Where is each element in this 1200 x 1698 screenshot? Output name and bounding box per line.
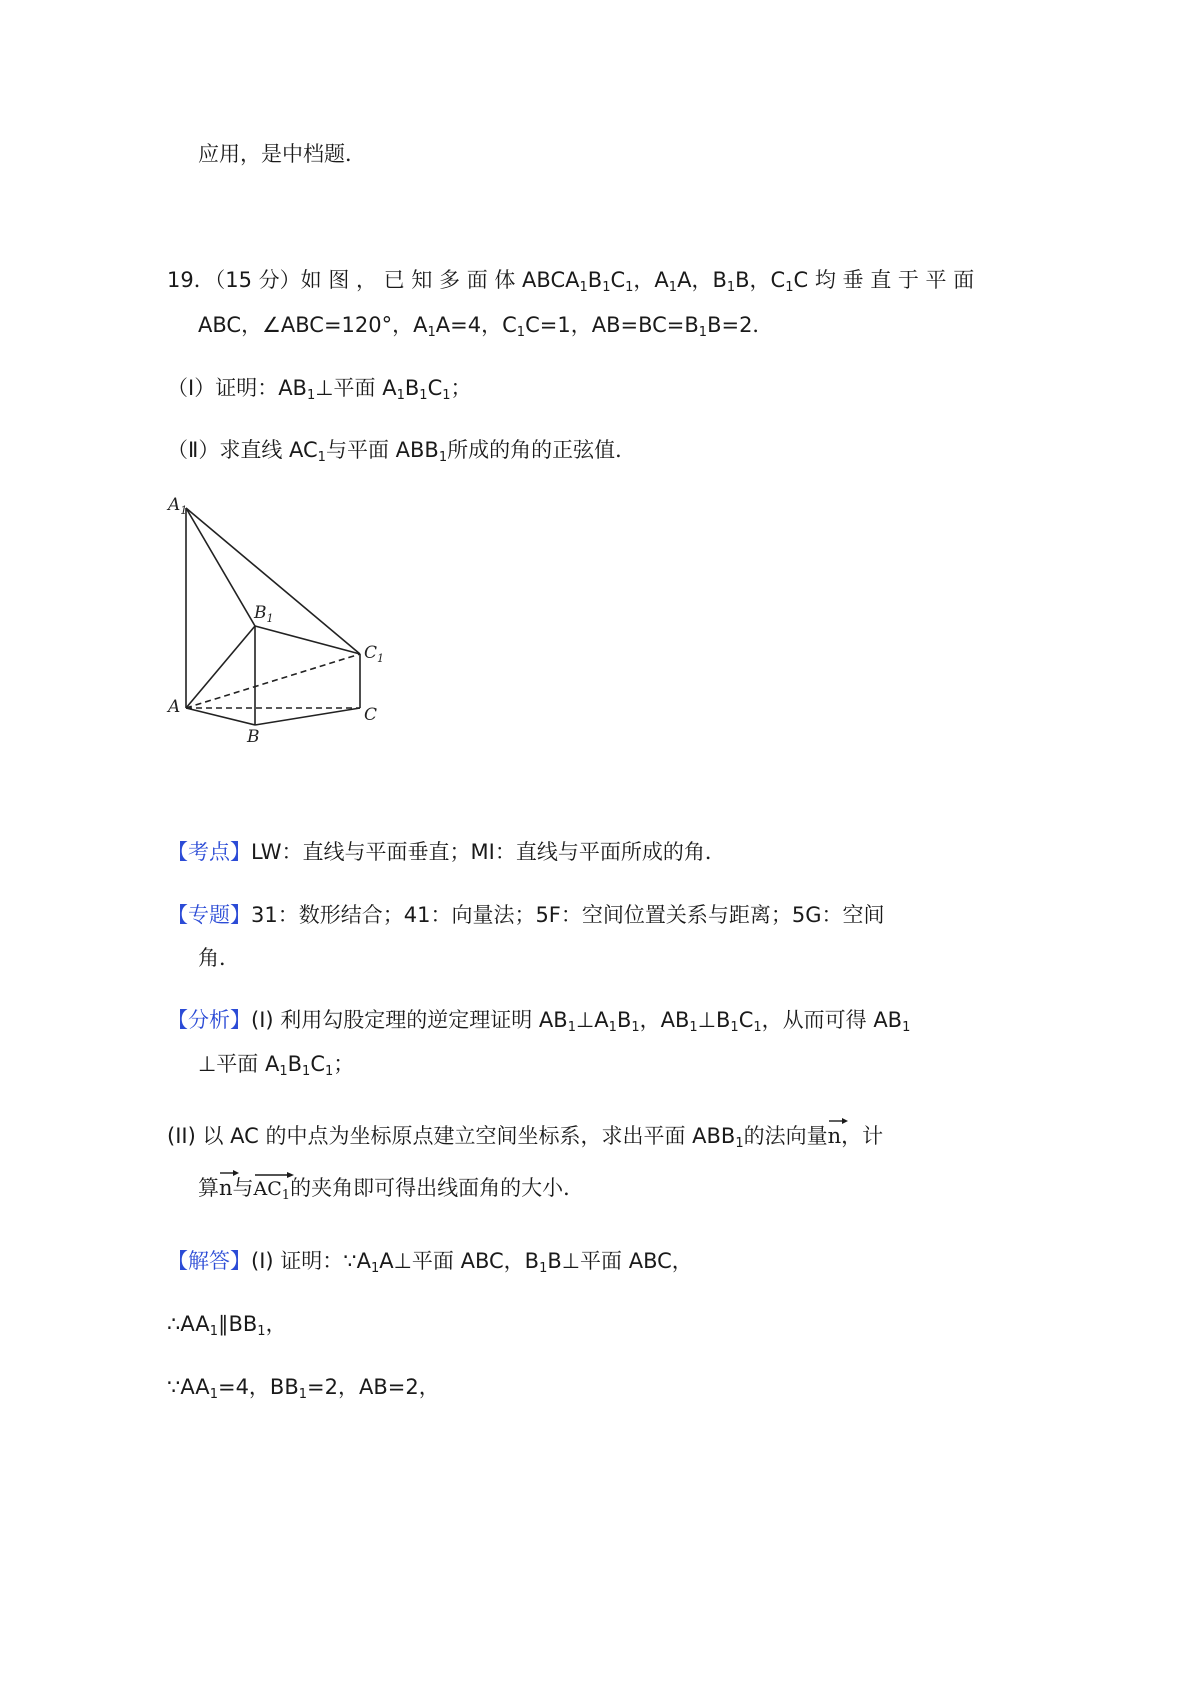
intro-line: 应用，是中档题． — [198, 142, 366, 166]
edge-a1-b1 — [186, 508, 255, 626]
edge-b-c — [255, 708, 360, 725]
zhuanti-line2: 角． — [198, 946, 240, 970]
label-a: A — [168, 697, 181, 717]
label-c1: $C_1$ — [364, 643, 385, 665]
label-c: C — [364, 705, 378, 725]
label-b: B — [247, 727, 260, 747]
question-score: （15 分） — [214, 268, 301, 292]
question-number: 19． — [167, 268, 215, 292]
kaodian-tag: 【考点】 — [167, 840, 251, 864]
fenxi-line1: 【分析】(I) 利用勾股定理的逆定理证明 $AB_1\perp A_1B_1$，$AB_1\perp B_1C_1$，从而可得 $AB_1$ — [167, 1008, 911, 1035]
vector-n: n — [219, 1176, 233, 1201]
normal-vector-n: n — [828, 1124, 842, 1149]
fenxi-line2: ⊥平面 $A_1B_1C_1$； — [198, 1052, 355, 1079]
edge-a-c1-dashed — [186, 654, 360, 708]
fenxi-line4: 算 n与 $AC_1$的夹角即可得出线面角的大小． — [198, 1176, 584, 1201]
fenxi-line3: (II) 以 AC 的中点为坐标原点建立空间坐标系，求出平面 $ABB_1$的法向量 n，计 — [167, 1124, 883, 1149]
jieda-line2: $\therefore AA_1\parallel BB_1$， — [167, 1312, 287, 1339]
edge-a-b — [186, 708, 255, 725]
vector-ac1: $AC_1$ — [254, 1178, 291, 1201]
edge-a-b1 — [186, 626, 255, 708]
jieda-line1: 【解答】(I) 证明：$\because A_1A\perp$平面 ABC，$B_1B\perp$平面 ABC， — [167, 1249, 693, 1276]
polyhedron-figure — [160, 490, 400, 750]
fenxi-tag: 【分析】 — [167, 1008, 251, 1032]
jieda-tag: 【解答】 — [167, 1249, 251, 1273]
label-b1: $B_1$ — [254, 603, 274, 625]
edge-a1-c1 — [186, 508, 360, 654]
jieda-line3: $\because AA_1=4$，$BB_1=2$，AB=2， — [167, 1375, 440, 1402]
kaodian-line: 【考点】LW：直线与平面垂直；MI：直线与平面所成的角． — [167, 840, 726, 864]
question-part1: （Ⅰ）证明：$AB_1\perp$平面 $A_1B_1C_1$； — [167, 376, 472, 403]
zhuanti-line1: 【专题】31：数形结合；41：向量法；5F：空间位置关系与距离；5G：空间 — [167, 903, 885, 927]
zhuanti-tag: 【专题】 — [167, 903, 251, 927]
question-part2: （Ⅱ）求直线 $AC_1$与平面 $ABB_1$所成的角的正弦值． — [167, 438, 637, 465]
label-a1: $A_1$ — [168, 495, 188, 517]
question-stem-line2: ABC，∠ABC=120°，$A_1A=4$，$C_1C=1$，$AB=BC=B_1B=2$． — [198, 313, 774, 340]
question-stem-line1: 19．（15 分）如 图 ， 已 知 多 面 体 $ABCA_1B_1C_1$，$A_1A$，$B_1B$，$C_1C$ 均 垂 直 于 平 面 — [167, 268, 975, 295]
